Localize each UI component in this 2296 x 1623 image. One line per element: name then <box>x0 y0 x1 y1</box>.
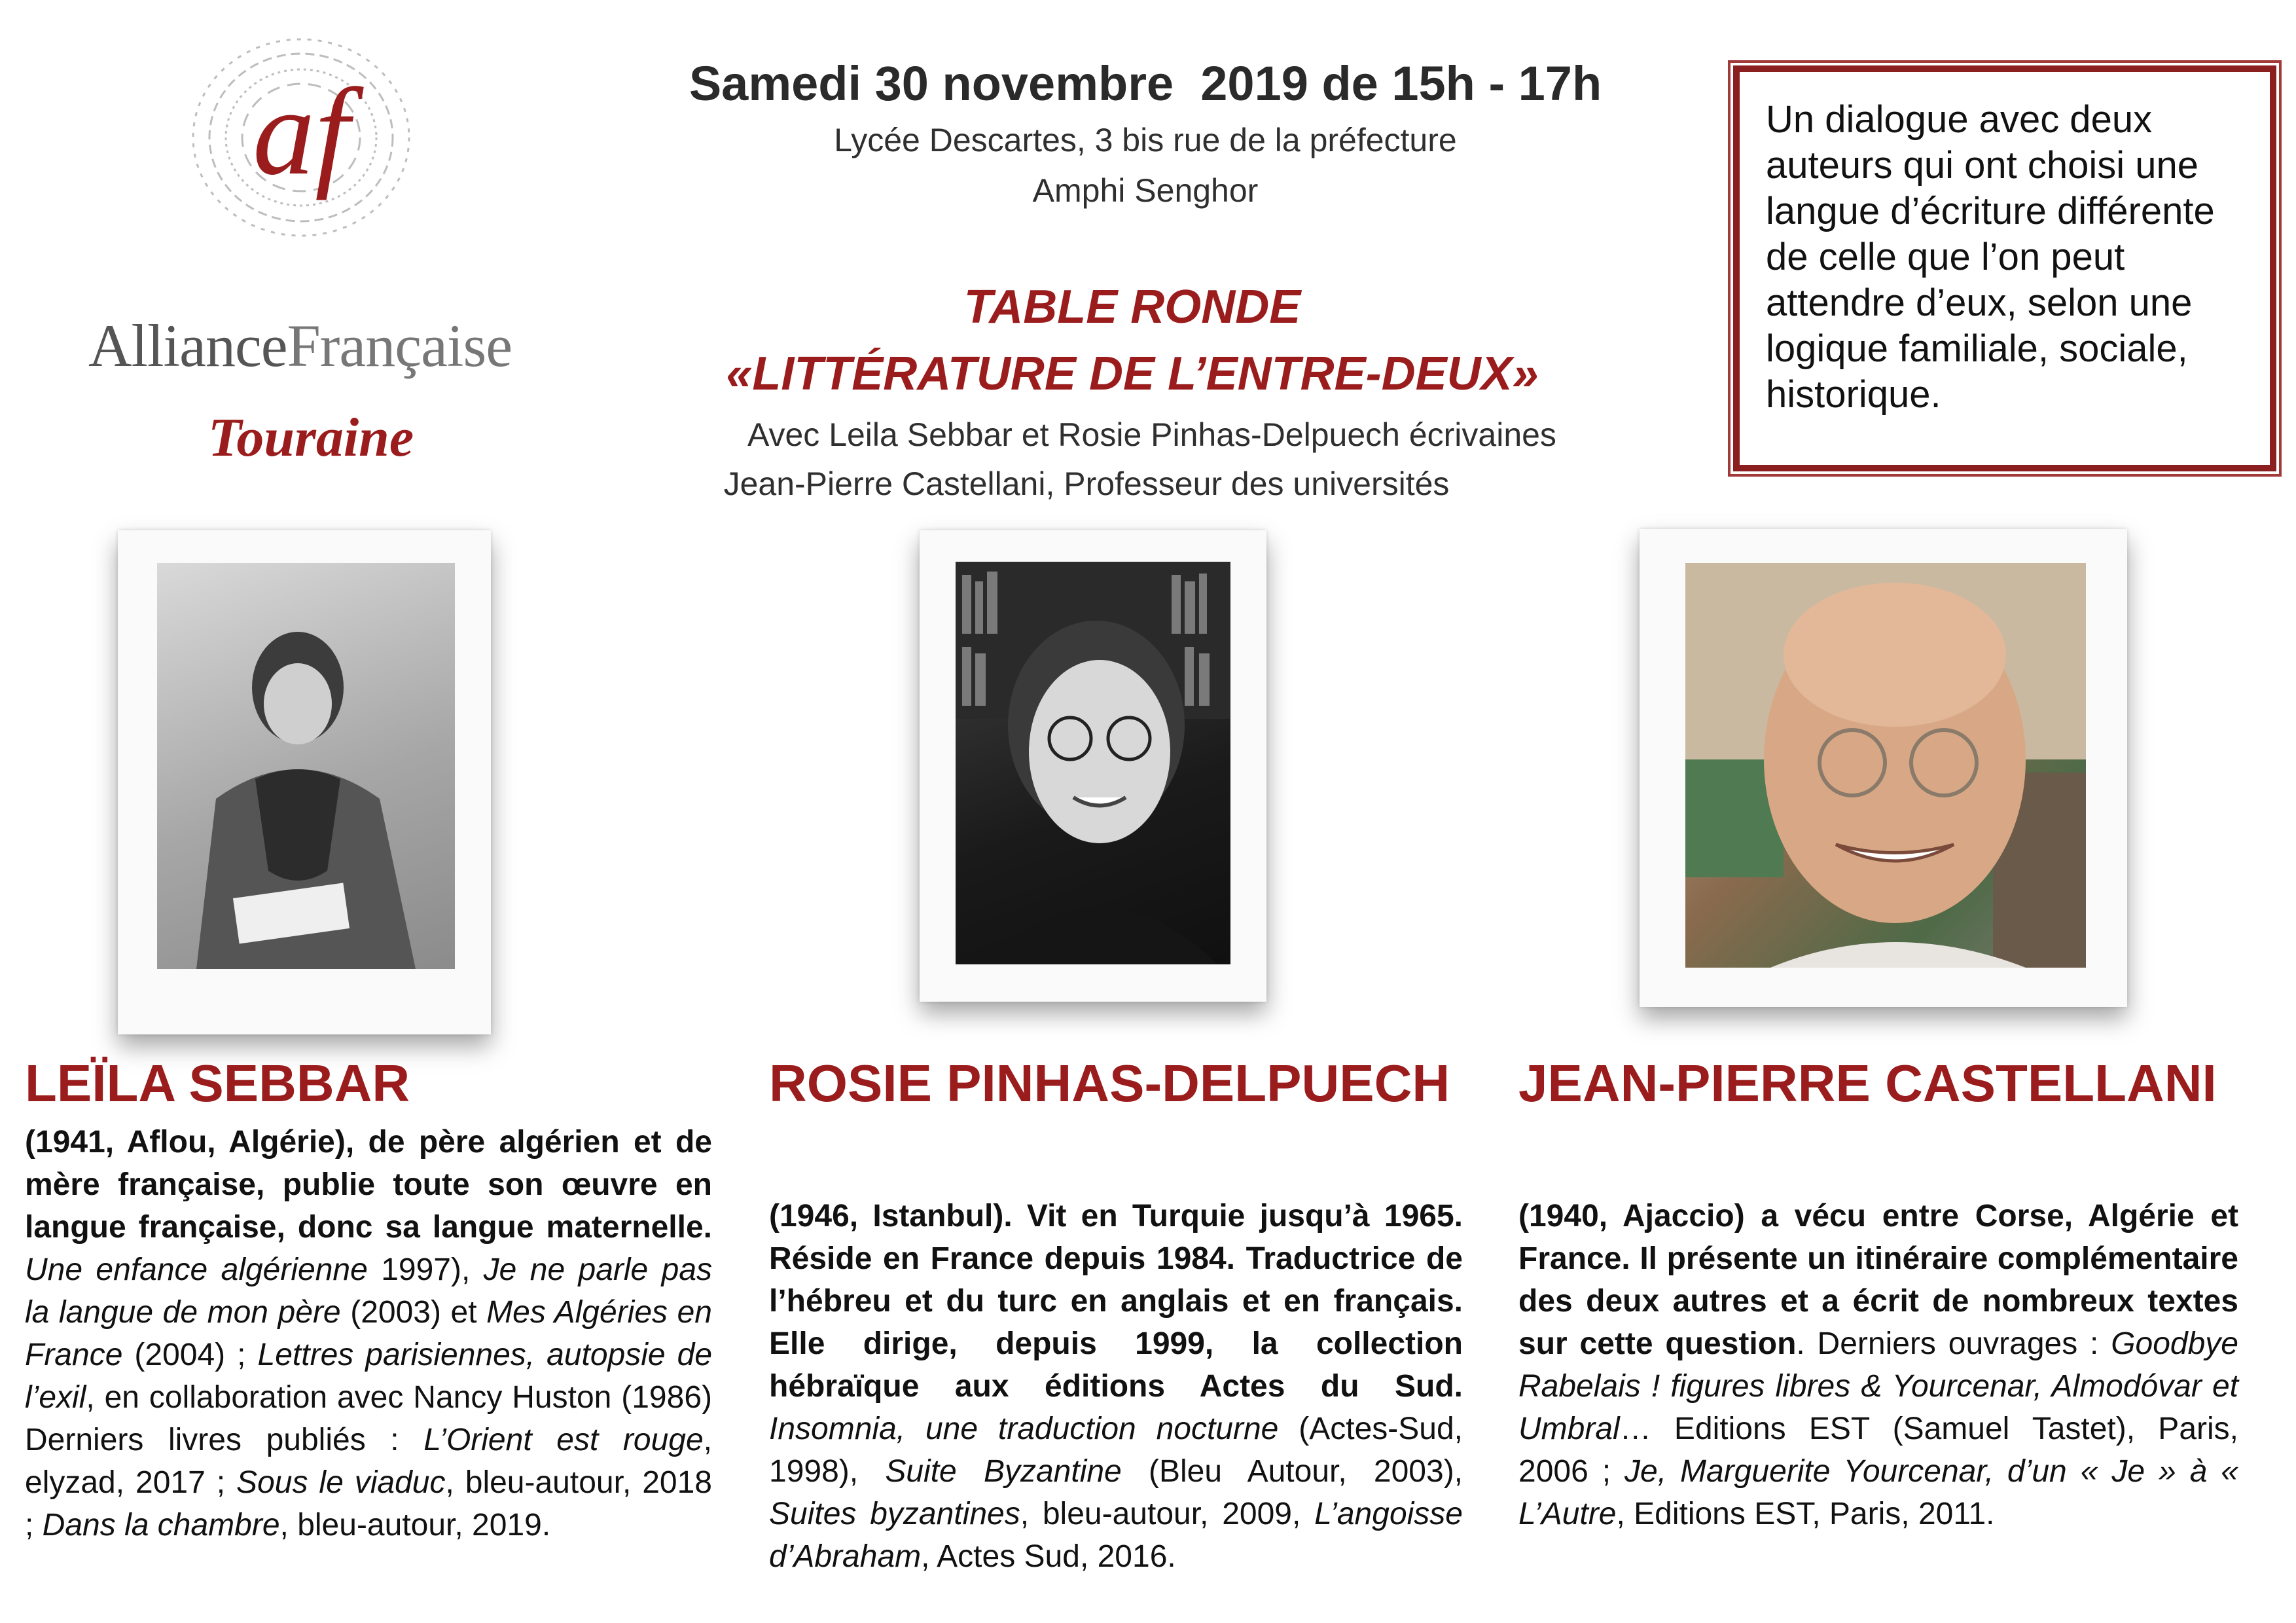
work-title: Suites byzantines <box>769 1497 1020 1531</box>
portrait-leila-sebbar <box>157 563 455 969</box>
work-title: Suite Byzantine <box>885 1454 1122 1489</box>
work-title: Sous le viaduc <box>236 1465 446 1500</box>
event-type: TABLE RONDE <box>963 281 1301 333</box>
work-details: , bleu-autour, 2009, <box>1020 1497 1315 1531</box>
work-title: Je ne parle pas la langue de mon père <box>25 1252 712 1330</box>
work-details: , en collaboration avec Nancy Huston (1986) Derniers livres publiés : <box>25 1380 712 1457</box>
bio-plain: . Derniers ouvrages : <box>1796 1326 2111 1361</box>
event-guests: Avec Leila Sebbar et Rosie Pinhas-Delpuech écrivaines <box>747 416 1556 453</box>
alliance-francaise-wordmark <box>88 311 533 380</box>
event-title: «LITTÉRATURE DE L’ENTRE-DEUX» <box>726 348 1539 400</box>
event-room: Amphi Senghor <box>1032 172 1259 209</box>
wordmark-francaise: Française <box>287 312 512 379</box>
work-details: … Editions EST (Samuel Tastet), Paris, 2006 ; <box>1518 1412 2238 1489</box>
work-title: Dans la chambre <box>42 1508 280 1542</box>
speaker-name-castellani: JEAN-PIERRE CASTELLANI <box>1518 1054 2217 1112</box>
work-details: , elyzad, 2017 ; <box>25 1423 712 1500</box>
event-date: Samedi 30 novembre 2019 de 15h - 17h <box>689 56 1602 111</box>
work-title: Mes Algéries en France <box>25 1295 712 1372</box>
speaker-name-pinhas: ROSIE PINHAS-DELPUECH <box>769 1054 1450 1112</box>
portrait-jean-pierre-castellani <box>1685 563 2086 968</box>
bio-bold: (1940, Ajaccio) a vécu entre Corse, Algérie et France. Il présente un itinéraire complémentaire des deux autres et a écrit de nombreux textes sur cette question <box>1518 1199 2238 1361</box>
speaker-bio-sebbar <box>25 1121 712 1622</box>
work-details: , bleu-autour, 2018 ; <box>25 1465 712 1542</box>
photo-frame-castellani <box>1640 529 2127 1007</box>
work-details: , bleu-autour, 2019. <box>279 1508 551 1542</box>
work-title: Goodbye Rabelais ! figures libres & Yourcenar, Almodóvar et Umbral <box>1518 1326 2238 1446</box>
work-details: (2003) et <box>340 1295 487 1330</box>
work-title: Lettres parisiennes, autopsie de l’exil <box>25 1338 712 1415</box>
portrait-rosie-pinhas-delpuech <box>956 562 1230 964</box>
photo-frame-pinhas <box>920 530 1266 1002</box>
work-details: , Editions EST, Paris, 2011. <box>1616 1497 1995 1531</box>
event-moderator: Jean-Pierre Castellani, Professeur des universités <box>723 465 1450 502</box>
work-title: L’angoisse d’Abraham <box>769 1497 1463 1574</box>
work-details: , Actes Sud, 2016. <box>921 1539 1176 1574</box>
work-title: Une enfance algérienne <box>25 1252 368 1287</box>
logo-region: Touraine <box>207 407 414 468</box>
intro-box <box>1733 65 2276 471</box>
bio-bold: (1946, Istanbul). Vit en Turquie jusqu’à 1965. Réside en France depuis 1984. Traductrice de l’hébreu et du turc en anglais et en français. Elle dirige, depuis 1999, la collection hébraïque aux éditions Actes du Sud. <box>769 1199 1463 1404</box>
work-title: Je, Marguerite Yourcenar, d’un « Je » à « L’Autre <box>1518 1454 2238 1531</box>
work-details: 1997), <box>367 1252 484 1287</box>
bio-bold: (1941, Aflou, Algérie), de père algérien et de mère française, publie toute son œuvre en langue française, donc sa langue maternelle. <box>25 1125 712 1245</box>
work-details: (2004) ; <box>122 1338 258 1372</box>
work-details: (Bleu Autour, 2003), <box>1121 1454 1463 1489</box>
event-venue: Lycée Descartes, 3 bis rue de la préfecture <box>834 122 1457 158</box>
alliance-francaise-logo-mark <box>177 26 425 249</box>
af-monogram: af <box>253 64 350 201</box>
work-details: (Actes-Sud, 1998), <box>769 1412 1463 1489</box>
speaker-name-sebbar: LEÏLA SEBBAR <box>25 1054 410 1112</box>
speaker-bio-pinhas <box>769 1195 1463 1578</box>
wordmark-alliance: Alliance <box>88 312 287 379</box>
intro-text: Un dialogue avec deux auteurs qui ont choisi une langue d’écriture différente de celle que l’on peut attendre d’eux, selon une logique familiale, sociale, historique. <box>1766 98 2215 416</box>
photo-frame-sebbar <box>118 530 491 1034</box>
work-title: Insomnia, une traduction nocturne <box>769 1412 1279 1446</box>
work-title: L’Orient est rouge <box>423 1423 704 1457</box>
speaker-bio-castellani <box>1518 1195 2238 1535</box>
